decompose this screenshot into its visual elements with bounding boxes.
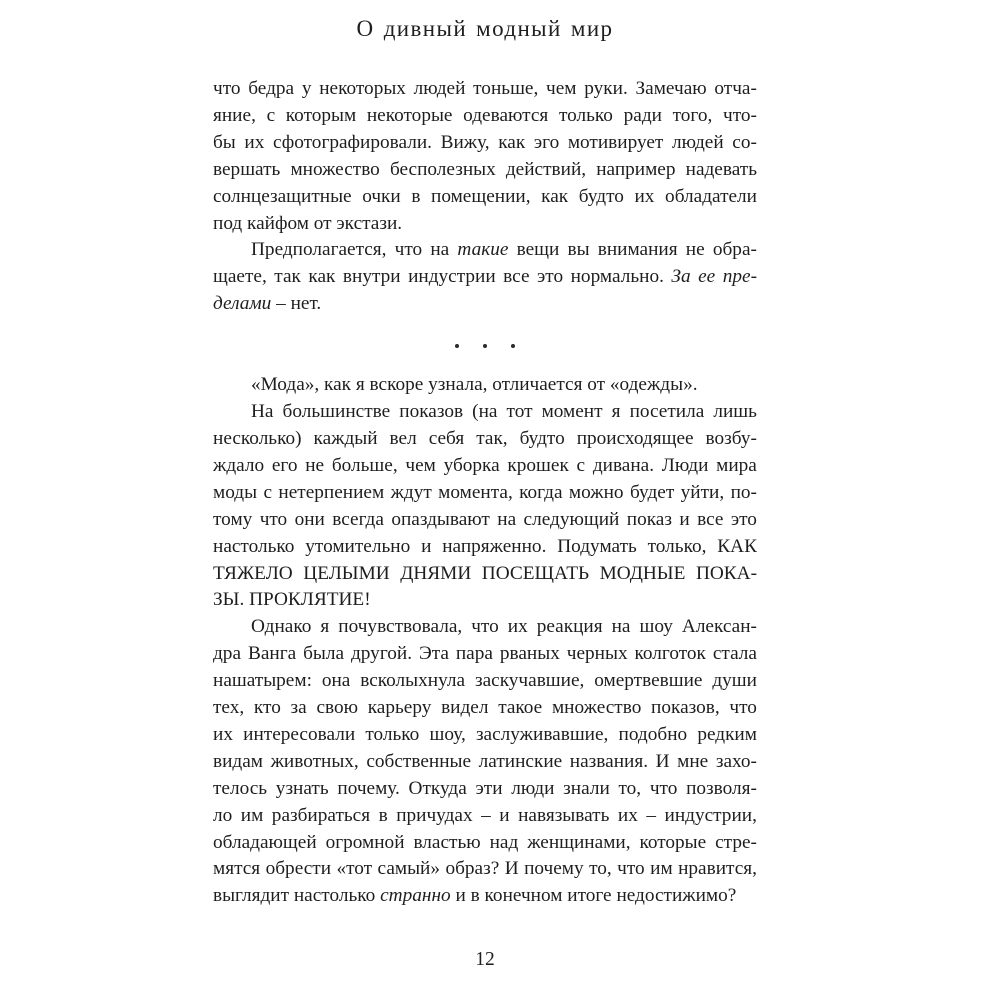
text-line: что бедра у некоторых людей тоньше, чем руки. Замечаю отча- bbox=[213, 78, 757, 99]
running-header: О дивный модный мир bbox=[356, 16, 614, 41]
text-line: Предполагается, что на такие вещи вы внимания не обра- bbox=[251, 239, 757, 261]
text-line: настолько утомительно и напряженно. Подумать только, КАК bbox=[213, 535, 757, 557]
text-line: под кайфом от экстази. bbox=[213, 212, 403, 234]
text-line: бы их сфотографировали. Вижу, как эго мотивирует людей со- bbox=[213, 131, 757, 153]
separator-dot-icon bbox=[483, 344, 487, 348]
text-line: ЗЫ. ПРОКЛЯТИЕ! bbox=[213, 589, 371, 611]
paragraph bbox=[213, 399, 757, 614]
text-line: мятся обрести «тот самый» образ? И почему то, что им нравится, bbox=[213, 858, 757, 880]
section-separator bbox=[213, 332, 757, 359]
text-line: тому что они всегда опаздывают на следующий показ и все это bbox=[213, 508, 757, 530]
separator-dot-icon bbox=[455, 344, 459, 348]
paragraph bbox=[213, 237, 757, 318]
text-line: Однако я почувствовала, что их реакция на шоу Алексан- bbox=[251, 616, 757, 638]
text-line: ждало его не больше, чем уборка крошек с дивана. Люди мира bbox=[213, 454, 757, 476]
text-line: ло им разбираться в причудах – и навязывать их – индустрии, bbox=[213, 804, 757, 826]
text-line: щаете, так как внутри индустрии все это нормально. За ее пре- bbox=[213, 266, 757, 288]
text-line: их интересовали только шоу, заслуживавшие, подобно редким bbox=[213, 723, 757, 745]
separator-dot-icon bbox=[511, 344, 515, 348]
text-line: телось узнать почему. Откуда эти люди знали то, что позволя- bbox=[213, 777, 757, 799]
text-line: вершать множество бесполезных действий, например надевать bbox=[213, 158, 757, 180]
paragraph bbox=[213, 614, 757, 910]
text-line: «Мода», как я вскоре узнала, отличается от «одежды». bbox=[251, 374, 698, 396]
text-line: солнцезащитные очки в помещении, как будто их обладатели bbox=[213, 185, 757, 207]
text-line: На большинстве показов (на тот момент я посетила лишь bbox=[251, 401, 757, 423]
paragraph bbox=[213, 76, 757, 237]
text-line: яние, с которым некоторые одеваются только ради того, что- bbox=[213, 104, 757, 126]
paragraph bbox=[213, 372, 757, 399]
text-line: делами – нет. bbox=[213, 293, 322, 315]
page-number: 12 bbox=[475, 949, 495, 970]
text-line: выглядит настолько странно и в конечном итоге недостижимо? bbox=[213, 885, 737, 907]
text-line: нашатырем: она всколыхнула заскучавшие, омертвевшие души bbox=[213, 670, 757, 692]
text-line: обладающей огромной властью над женщинами, которые стре- bbox=[213, 831, 757, 853]
text-line: ТЯЖЕЛО ЦЕЛЫМИ ДНЯМИ ПОСЕЩАТЬ МОДНЫЕ ПОКА- bbox=[213, 562, 757, 584]
body-text bbox=[213, 76, 757, 910]
text-line: моды с нетерпением ждут момента, когда можно будет уйти, по- bbox=[213, 481, 757, 503]
text-line: дра Ванга была другой. Эта пара рваных черных колготок стала bbox=[213, 643, 757, 665]
text-line: видам животных, собственные латинские названия. И мне захо- bbox=[213, 750, 757, 772]
text-line: несколько) каждый вел себя так, будто происходящее возбу- bbox=[213, 427, 757, 449]
text-line: тех, кто за свою карьеру видел такое множество показов, что bbox=[213, 697, 757, 719]
